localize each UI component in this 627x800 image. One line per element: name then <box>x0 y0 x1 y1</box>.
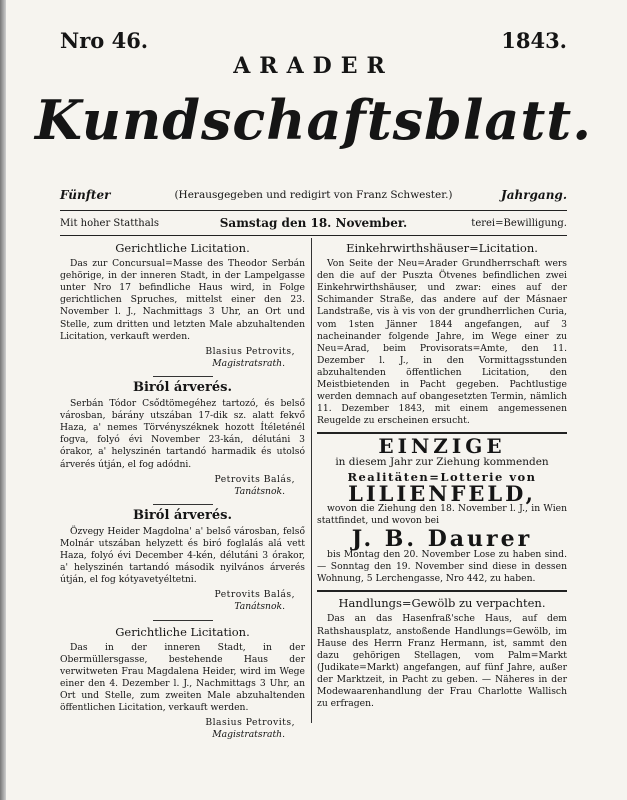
notice-body: Serbán Tódor Csődtömegéhez tartozó, és belső városban, bárány utszában 17-dik sz. alatt fekvő Haza, a' nemes Törvényszéknek hozott Ítéleténél fogva, folyó évi November 23-kán, délutáni 3 órakor, a' helyszinén tartandó harmadik és utolsó árverés útján, el fog adódni. <box>60 398 305 470</box>
ad-footer: bis Montag den 20. November Lose zu haben sind. — Sonntag den 19. November sind diese in dessen Wohnung, 5 Lerchengasse, Nro 442, zu haben. <box>317 549 567 585</box>
divider <box>153 504 213 505</box>
notice-heading: Einkehrwirthshäuser=Licitation. <box>346 241 538 255</box>
volume-label: Jahrgang. <box>501 188 567 202</box>
divider <box>153 376 213 377</box>
notice-heading: Handlungs=Gewölb zu verpachten. <box>338 596 546 611</box>
notice-gerichtliche-licitation-2 <box>60 626 305 742</box>
ad-lottery-label: Realitäten=Lotterie von <box>347 469 537 484</box>
dateline-right: terei=Bewilligung. <box>471 218 567 229</box>
notice-body: Das an das Hasenfraß'sche Haus, auf dem Rathshausplatz, anstoßende Handlungs=Gewölb, im Hause des Herrn Franz Hermann, ist, sammt den dazu gehörigen Stellagen, vom Palm=Markt (Judikate=Markt) angefangen, auf fünf Jahre, außer der Marktzeit, in Pacht zu geben. — Näheres in der Modewaarenhandlung der Frau Charlotte Wallisch zu erfragen. <box>317 613 567 710</box>
notice-heading: Biról árverés. <box>133 507 232 523</box>
notice-einkehrwirthshaeuser <box>317 242 567 427</box>
advertisement-rule-bottom <box>317 590 567 592</box>
editor-credit: (Herausgegeben und redigirt von Franz Schwester.) <box>174 189 453 201</box>
column-separator <box>311 238 312 723</box>
notice-birol-arveres-2 <box>60 507 305 614</box>
notice-body: Das zur Concursual=Masse des Theodor Serbán gehörige, in der inneren Stadt, in der Lampelgasse unter Nro 17 befindliche Haus wird, in Folge gerichtlichen Spruches, mittelst einer den 23. November l. J., Nachmittags 3 Uhr, an Ort und Stelle, zum dritten und letzten Male abzuhaltenden Licitation, verkauft werden. <box>60 258 305 342</box>
notice-birol-arveres-1 <box>60 379 305 498</box>
notice-heading: Gerichtliche Licitation. <box>115 624 250 639</box>
dateline-left: Mit hoher Statthals <box>60 218 160 229</box>
lottery-advertisement <box>317 434 567 585</box>
issue-number: Nro 46. <box>60 28 149 53</box>
notice-role: Magistratsrath. <box>212 357 285 369</box>
ad-agent-name: J. B. Daurer <box>351 525 533 552</box>
volume-ordinal: Fünfter <box>60 188 111 202</box>
notice-heading: Gerichtliche Licitation. <box>115 241 250 255</box>
divider <box>153 620 213 621</box>
publication-year: 1843. <box>501 28 567 53</box>
notice-signature: Petrovits Balás, <box>214 589 295 601</box>
notice-heading: Biról árverés. <box>133 379 232 395</box>
notice-role: Magistratsrath. <box>212 729 285 741</box>
rule-bottom <box>60 235 567 236</box>
notice-gerichtliche-licitation-1 <box>60 242 305 370</box>
notice-signature: Petrovits Balás, <box>214 473 295 485</box>
notice-role: Tanátsnok. <box>234 485 285 497</box>
ad-headline: EINZIGE <box>378 434 506 459</box>
notice-body: Özvegy Heider Magdolna' a' belső városban, felső Molnár utszában helyzett és biró foglalás alá vett Haza, folyó évi December 4-kén, délutáni 3 órakor, a' helyszinén tartandó második nyilvános árverés útján, el fog kótyavetyéltetni. <box>60 525 305 586</box>
ad-body: wovon die Ziehung den 18. November l. J., in Wien stattfindet, und wovon bei <box>317 502 567 526</box>
ad-line: in diesem Jahr zur Ziehung kommenden <box>335 455 549 468</box>
right-column <box>317 240 567 710</box>
notice-body: Das in der inneren Stadt, in der Obermüllersgasse, bestehende Haus der verwitweten Frau Magdalena Heider, wird im Wege einer den 4. Dezember l. J., Nachmittags 3 Uhr, an Ort und Stelle, zum zweiten Male abzuhaltenden öffentlichen Licitation, verkauft werden. <box>60 641 305 714</box>
newspaper-title: Kundschaftsblatt. <box>34 88 593 152</box>
notice-role: Tanátsnok. <box>234 601 285 613</box>
notice-signature: Blasius Petrovits, <box>205 345 295 357</box>
notice-body: Von Seite der Neu=Arader Grundherrschaft wers den die auf der Puszta Ötvenes befindlichen zwei Einkehrwirthshäuser, und zwar: eines auf der Schimander Straße, das andere auf der Másnaer Landstraße, vis à vis von der grundherrlichen Curia, vom 1sten Jänner 1844 angefangen, auf 3 nacheinander folgende Jahre, im Wege einer zu Neu=Arad, beim Provisorats=Amte, den 11. Dezember l. J., in den Vormittagsstunden abzuhaltenden öffentlichen Licitation, den Meistbietenden in Pacht gegeben. Pachtlustige werden demnach auf obangesetzten Termin, nämlich 11. Dezember 1843, mit einem angemessenen Reugelde zu erscheinen ersucht. <box>317 258 567 427</box>
left-column <box>60 240 305 741</box>
ad-lottery-name: LILIENFELD, <box>348 480 536 506</box>
masthead-kicker: ARADER <box>233 53 394 79</box>
dateline-row <box>60 217 567 233</box>
issue-date: Samstag den 18. November. <box>219 216 408 230</box>
notice-signature: Blasius Petrovits, <box>205 717 295 729</box>
subheader-row <box>60 188 567 204</box>
notice-handlungs-gewoelb <box>317 597 567 710</box>
rule-top <box>60 210 567 211</box>
